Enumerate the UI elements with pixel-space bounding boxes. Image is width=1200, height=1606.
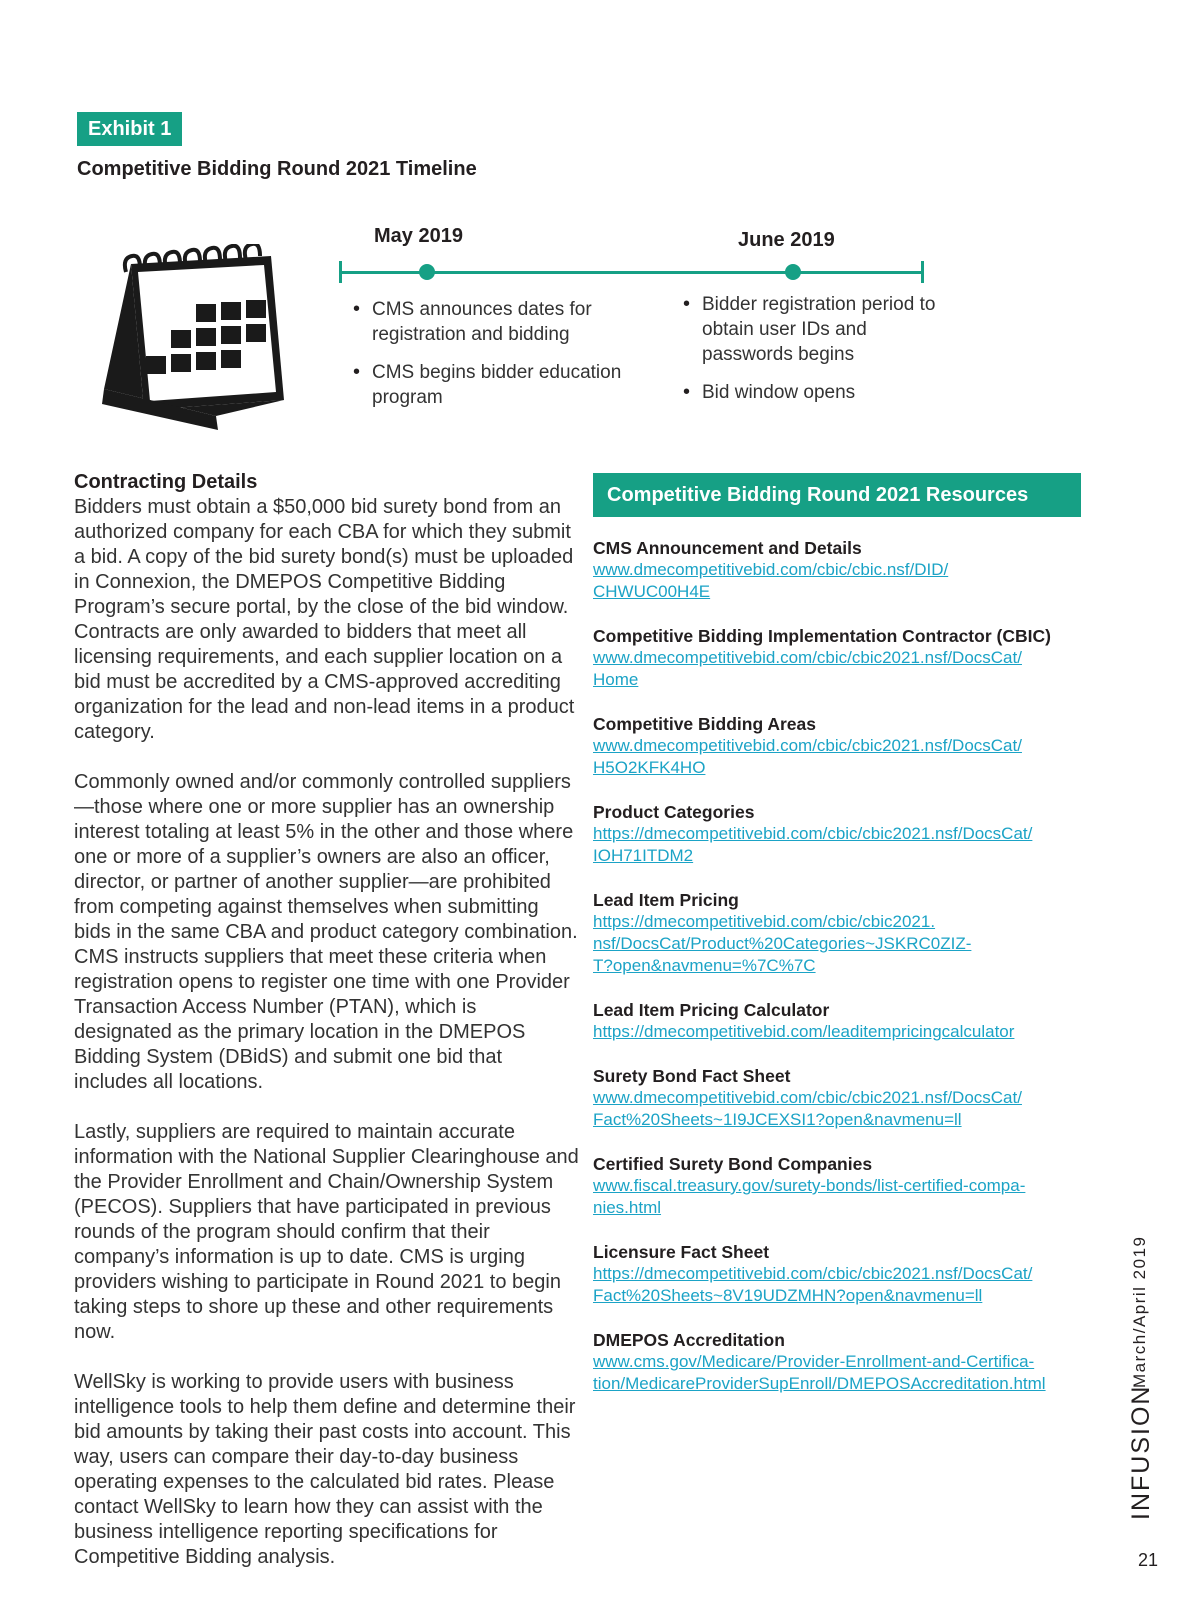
calendar-icon (96, 244, 296, 434)
resource-link[interactable]: www.cms.gov/Medicare/Provider-Enrollment-and-Certifica- tion/MedicareProviderSupEnroll/DMEPOSAccreditation.html (593, 1352, 1046, 1393)
timeline-list-june (681, 292, 951, 418)
contracting-details (74, 470, 579, 1595)
timeline-list-may (351, 297, 631, 423)
resource-title: Lead Item Pricing Calculator (593, 1000, 830, 1020)
timeline-date-may: May 2019 (374, 225, 463, 247)
resource-title: CMS Announcement and Details (593, 538, 862, 558)
resource-link[interactable]: www.dmecompetitivebid.com/cbic/cbic2021.nsf/DocsCat/ H5O2KFK4HO (593, 736, 1022, 777)
timeline-dot-may (419, 264, 435, 280)
resource-item (593, 1065, 1103, 1131)
resource-title: Certified Surety Bond Companies (593, 1154, 873, 1174)
resources-list (593, 537, 1103, 1417)
resource-item (593, 999, 1103, 1043)
resource-item (593, 713, 1103, 779)
timeline-bullet: • Bid window opens (681, 380, 951, 405)
resource-link[interactable]: www.dmecompetitivebid.com/cbic/cbic.nsf/DID/ CHWUC00H4E (593, 560, 949, 601)
resource-link[interactable]: www.dmecompetitivebid.com/cbic/cbic2021.nsf/DocsCat/ Home (593, 648, 1022, 689)
timeline-bullet: • CMS begins bidder education program (351, 360, 631, 410)
resource-item (593, 1241, 1103, 1307)
body-paragraph: WellSky is working to provide users with business intelligence tools to help them define and determine their bid amounts by taking their past costs into account. This way, users can compare their day-to-day business operating expenses to the calculated bid rates. Please contact WellSky to learn how they can assist with the business intelligence reporting specifications for Competitive Bidding analysis. (74, 1371, 576, 1568)
resource-item (593, 889, 1103, 977)
resource-title: Competitive Bidding Areas (593, 714, 816, 734)
body-paragraph: Lastly, suppliers are required to maintain accurate information with the National Supplier Clearinghouse and the Provider Enrollment and Chain/Ownership System (PECOS). Suppliers that have participated in previous rounds of the program should confirm that their company’s information is up to date. CMS is urging providers wishing to participate in Round 2021 to begin taking steps to shore up these and other requirements now. (74, 1121, 579, 1343)
timeline (335, 225, 935, 425)
resource-item (593, 1153, 1103, 1219)
resource-title: Surety Bond Fact Sheet (593, 1066, 791, 1086)
resource-item (593, 1329, 1103, 1395)
resource-link[interactable]: www.fiscal.treasury.gov/surety-bonds/list-certified-compa- nies.html (593, 1176, 1026, 1217)
resource-title: Product Categories (593, 802, 755, 822)
resource-item (593, 625, 1103, 691)
resource-title: Lead Item Pricing (593, 890, 739, 910)
exhibit-title: Competitive Bidding Round 2021 Timeline (77, 158, 477, 180)
timeline-bullet: • CMS announces dates for registration and bidding (351, 297, 631, 347)
resource-item (593, 801, 1103, 867)
resource-title: DMEPOS Accreditation (593, 1330, 785, 1350)
resources-header: Competitive Bidding Round 2021 Resources (593, 473, 1081, 517)
resource-link[interactable]: https://dmecompetitivebid.com/cbic/cbic2021.nsf/DocsCat/ Fact%20Sheets~8V19UDZMHN?open&navmenu=ll (593, 1264, 1033, 1305)
resource-title: Licensure Fact Sheet (593, 1242, 770, 1262)
timeline-bullet: • Bidder registration period to obtain user IDs and passwords begins (681, 292, 951, 367)
resource-title: Competitive Bidding Implementation Contractor (CBIC) (593, 626, 1051, 646)
contracting-heading: Contracting Details (74, 471, 258, 493)
resource-link[interactable]: www.dmecompetitivebid.com/cbic/cbic2021.nsf/DocsCat/ Fact%20Sheets~1I9JCEXSI1?open&navmenu=ll (593, 1088, 1022, 1129)
page-number: 21 (1138, 1550, 1159, 1570)
exhibit-tag: Exhibit 1 (77, 112, 182, 146)
timeline-start-cap (339, 261, 342, 283)
resource-link[interactable]: https://dmecompetitivebid.com/cbic/cbic2021. nsf/DocsCat/Product%20Categories~JSKRC0ZIZ- T?open&navmenu=%7C%7C (593, 912, 972, 975)
resource-link[interactable]: https://dmecompetitivebid.com/cbic/cbic2021.nsf/DocsCat/ IOH71ITDM2 (593, 824, 1033, 865)
resource-link[interactable]: https://dmecompetitivebid.com/leaditempricingcalculator (593, 1022, 1015, 1041)
issue-date: March/April 2019 (1130, 1235, 1149, 1388)
brand-logo: INFUSION (1127, 1384, 1155, 1520)
timeline-date-june: June 2019 (738, 229, 835, 251)
body-paragraph: Bidders must obtain a $50,000 bid surety bond from an authorized company for each CBA for which they submit a bid. A copy of the bid surety bond(s) must be uploaded in Connexion, the DMEPOS Competitive Bidding Program’s secure portal, by the close of the bid window. Contracts are only awarded to bidders that meet all licensing requirements, and each supplier location on a bid must be accredited by a CMS-approved accrediting organization for the lead and non-lead items in a product category. (74, 496, 575, 743)
timeline-end-cap (921, 261, 924, 283)
resource-item (593, 537, 1103, 603)
timeline-dot-june (785, 264, 801, 280)
body-paragraph: Commonly owned and/or commonly controlled suppliers—those where one or more supplier has an ownership interest totaling at least 5% in the other and those where one or more of a supplier’s owners are also an officer, director, or partner of another supplier—are prohibited from competing against themselves when submitting bids in the same CBA and product category combination. CMS instructs suppliers that meet these criteria when registration opens to register one time with one Provider Transaction Access Number (PTAN), which is designated as the primary location in the DMEPOS Bidding System (DBidS) and submit one bid that includes all locations. (74, 771, 578, 1093)
